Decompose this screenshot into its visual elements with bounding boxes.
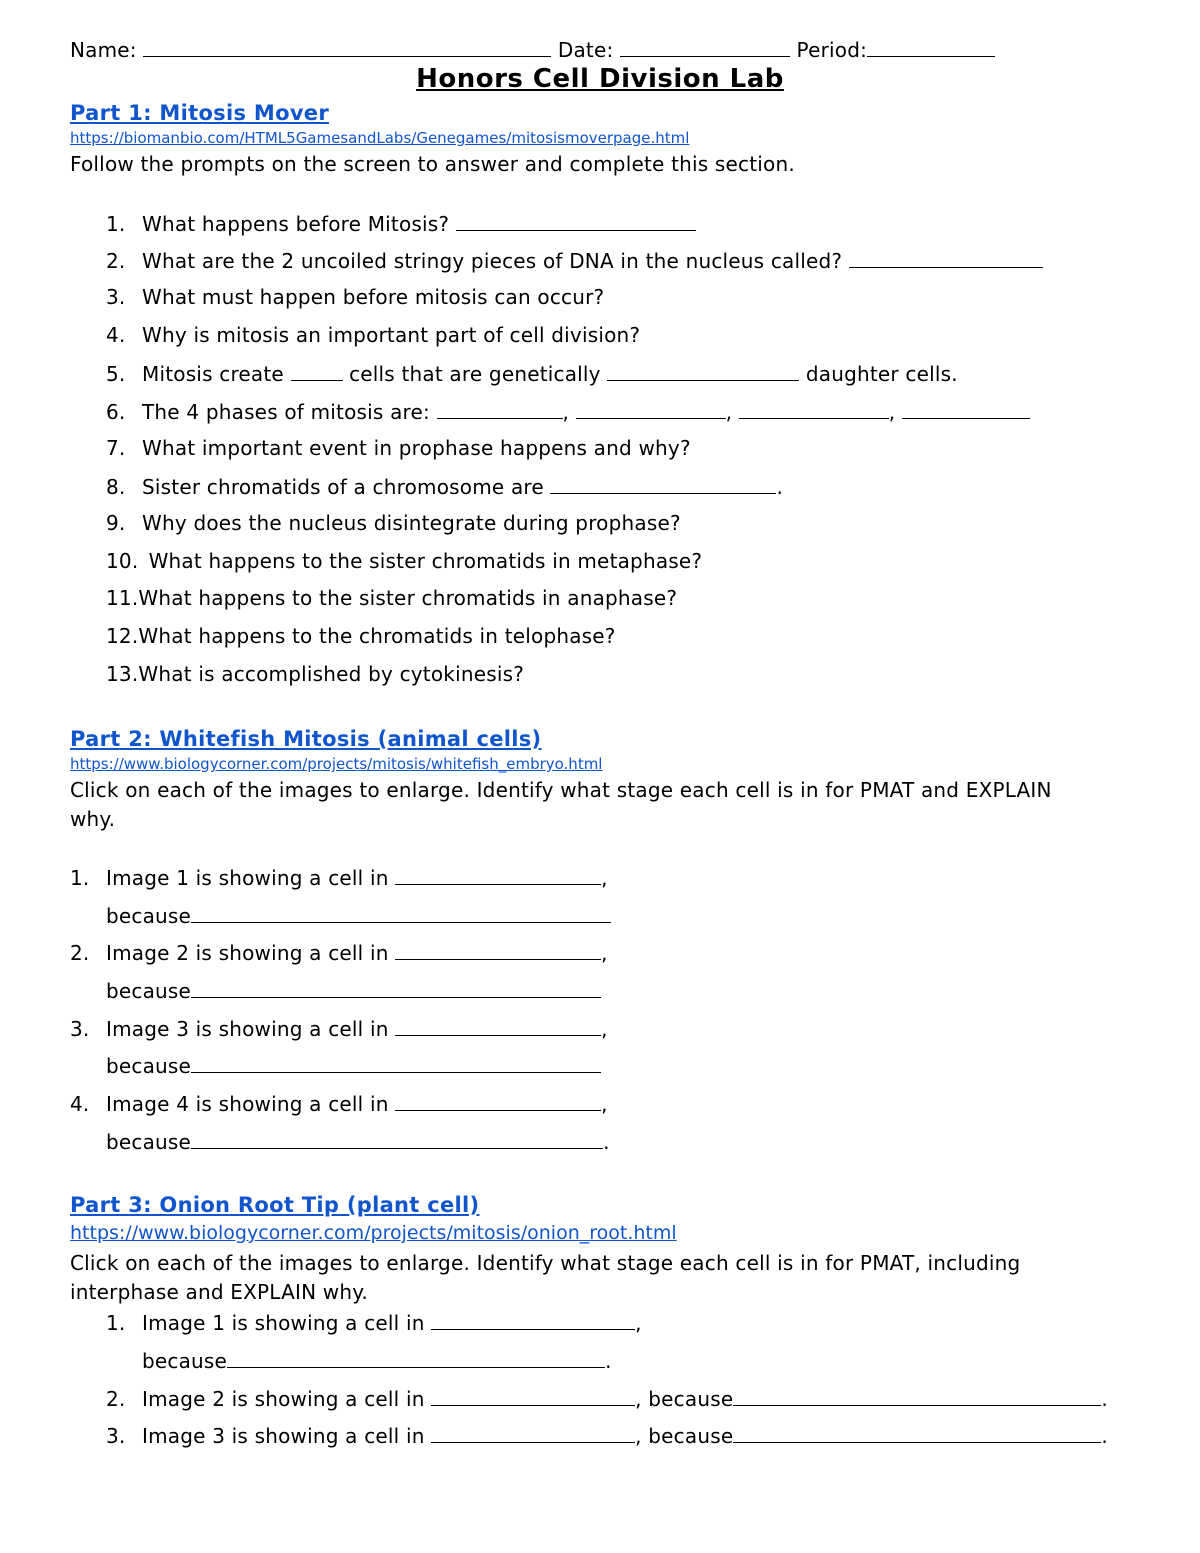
period: . [605, 1349, 612, 1373]
part2-instructions-line1: Click on each of the images to enlarge. Identify what stage each cell is in for PMAT and EXPLAIN [70, 778, 1052, 802]
p3-item-1 [106, 1309, 642, 1335]
stage-blank[interactable] [431, 1422, 635, 1443]
q-text: The 4 phases of mitosis are: [142, 400, 430, 424]
p3-item-3 [106, 1422, 1108, 1448]
item-text: Image 3 is showing a cell in [142, 1424, 425, 1448]
item-number: 1. [106, 1311, 126, 1335]
p3-because-1 [142, 1347, 612, 1373]
answer-blank[interactable] [437, 398, 563, 419]
because-label: because [106, 904, 192, 928]
q-text: Why is mitosis an important part of cell division? [142, 323, 641, 347]
period: . [776, 475, 784, 499]
item-text: Image 2 is showing a cell in [142, 1387, 425, 1411]
answer-blank[interactable] [607, 360, 799, 381]
because-label: because [106, 1130, 192, 1154]
p1-q1 [106, 210, 696, 236]
q-text: What happens to the sister chromatids in metaphase? [148, 549, 703, 573]
q-number: 7. [106, 436, 126, 460]
stage-blank[interactable] [431, 1385, 635, 1406]
item-text: Image 1 is showing a cell in [106, 866, 389, 890]
period-label: Period: [796, 38, 868, 62]
because-label: because [106, 979, 192, 1003]
period: . [603, 1130, 610, 1154]
part1-instructions: Follow the prompts on the screen to answer and complete this section. [70, 152, 795, 176]
p2-item-3 [70, 1015, 608, 1041]
date-blank[interactable] [620, 36, 790, 57]
q-text: What happens to the chromatids in telophase? [138, 624, 616, 648]
page-title: Honors Cell Division Lab [416, 64, 784, 94]
p2-item-4 [70, 1090, 608, 1116]
q-number: 2. [106, 249, 126, 273]
p2-because-4 [106, 1128, 610, 1154]
stage-blank[interactable] [395, 1015, 601, 1036]
q-number: 9. [106, 511, 126, 535]
explain-blank[interactable] [191, 1052, 601, 1073]
q-number: 8. [106, 475, 126, 499]
p1-q2 [106, 247, 1043, 273]
p2-because-2 [106, 977, 601, 1003]
p2-item-2 [70, 939, 608, 965]
item-number: 4. [70, 1092, 90, 1116]
stage-blank[interactable] [395, 1090, 601, 1111]
stage-blank[interactable] [431, 1309, 635, 1330]
part3-instructions-line1: Click on each of the images to enlarge. Identify what stage each cell is in for PMAT, including [70, 1251, 1021, 1275]
q-text: What are the 2 uncoiled stringy pieces of DNA in the nucleus called? [142, 249, 843, 273]
comma: , [635, 1311, 642, 1335]
period: . [1101, 1387, 1108, 1411]
q-number: 10. [106, 549, 139, 573]
explain-blank[interactable] [191, 977, 601, 998]
stage-blank[interactable] [395, 864, 601, 885]
q-number: 6. [106, 400, 126, 424]
q-number: 12. [106, 624, 139, 648]
because-label: because [106, 1054, 192, 1078]
part2-link[interactable]: https://www.biologycorner.com/projects/mitosis/whitefish_embryo.html [70, 755, 603, 773]
item-number: 3. [70, 1017, 90, 1041]
p1-q5 [106, 360, 958, 386]
explain-blank[interactable] [227, 1347, 605, 1368]
comma: , [888, 400, 896, 424]
period-blank[interactable] [867, 36, 995, 57]
q-text: What happens before Mitosis? [142, 212, 450, 236]
p1-q3 [106, 285, 604, 309]
item-number: 1. [70, 866, 90, 890]
header-line [70, 36, 995, 62]
q-text: Why does the nucleus disintegrate during prophase? [142, 511, 681, 535]
stage-blank[interactable] [395, 939, 601, 960]
p1-q9 [106, 511, 681, 535]
item-text: Image 2 is showing a cell in [106, 941, 389, 965]
answer-blank[interactable] [576, 398, 726, 419]
comma: , [562, 400, 570, 424]
explain-blank[interactable] [733, 1422, 1101, 1443]
item-number: 2. [70, 941, 90, 965]
name-label: Name: [70, 38, 137, 62]
explain-blank[interactable] [191, 1128, 603, 1149]
answer-blank[interactable] [739, 398, 889, 419]
q-text: What must happen before mitosis can occur? [142, 285, 605, 309]
q-text: What important event in prophase happens and why? [142, 436, 691, 460]
comma: , [601, 1092, 608, 1116]
part3-instructions-line2: interphase and EXPLAIN why. [70, 1280, 368, 1304]
q-number: 1. [106, 212, 126, 236]
q-text: What happens to the sister chromatids in anaphase? [138, 586, 678, 610]
item-text: Image 4 is showing a cell in [106, 1092, 389, 1116]
p1-q4 [106, 323, 640, 347]
answer-blank[interactable] [456, 210, 696, 231]
p1-q10 [106, 549, 702, 573]
explain-blank[interactable] [733, 1385, 1101, 1406]
q-text: Sister chromatids of a chromosome are [142, 475, 544, 499]
explain-blank[interactable] [191, 902, 611, 923]
p1-q7 [106, 436, 691, 460]
answer-blank[interactable] [902, 398, 1030, 419]
p2-item-1 [70, 864, 608, 890]
q-number: 3. [106, 285, 126, 309]
q-number: 11. [106, 586, 139, 610]
p1-q6 [106, 398, 1030, 424]
date-label: Date: [557, 38, 614, 62]
answer-blank[interactable] [291, 360, 343, 381]
comma: , [601, 941, 608, 965]
p1-q11 [106, 586, 677, 610]
part1-link[interactable]: https://biomanbio.com/HTML5GamesandLabs/Genegames/mitosismoverpage.html [70, 129, 690, 147]
because-label: , because [635, 1424, 734, 1448]
part2-instructions-line2: why. [70, 807, 116, 831]
p1-q8 [106, 473, 783, 499]
q-text: What is accomplished by cytokinesis? [138, 662, 525, 686]
p3-item-2 [106, 1385, 1108, 1411]
part3-heading: Part 3: Onion Root Tip (plant cell) [70, 1193, 480, 1217]
q-text: Mitosis create [142, 362, 284, 386]
q-number: 5. [106, 362, 126, 386]
comma: , [725, 400, 733, 424]
q-number: 13. [106, 662, 139, 686]
q-text: cells that are genetically [349, 362, 601, 386]
p2-because-3 [106, 1052, 601, 1078]
item-text: Image 3 is showing a cell in [106, 1017, 389, 1041]
part1-heading: Part 1: Mitosis Mover [70, 101, 330, 125]
answer-blank[interactable] [550, 473, 776, 494]
answer-blank[interactable] [849, 247, 1043, 268]
period: . [1101, 1424, 1108, 1448]
name-blank[interactable] [143, 36, 551, 57]
because-label: because [142, 1349, 228, 1373]
p1-q13 [106, 662, 524, 686]
part2-heading: Part 2: Whitefish Mitosis (animal cells) [70, 727, 542, 751]
q-text: daughter cells. [805, 362, 958, 386]
item-number: 3. [106, 1424, 126, 1448]
q-number: 4. [106, 323, 126, 347]
because-label: , because [635, 1387, 734, 1411]
p1-q12 [106, 624, 616, 648]
item-number: 2. [106, 1387, 126, 1411]
item-text: Image 1 is showing a cell in [142, 1311, 425, 1335]
part3-link[interactable]: https://www.biologycorner.com/projects/mitosis/onion_root.html [70, 1222, 677, 1244]
comma: , [601, 866, 608, 890]
comma: , [601, 1017, 608, 1041]
p2-because-1 [106, 902, 611, 928]
